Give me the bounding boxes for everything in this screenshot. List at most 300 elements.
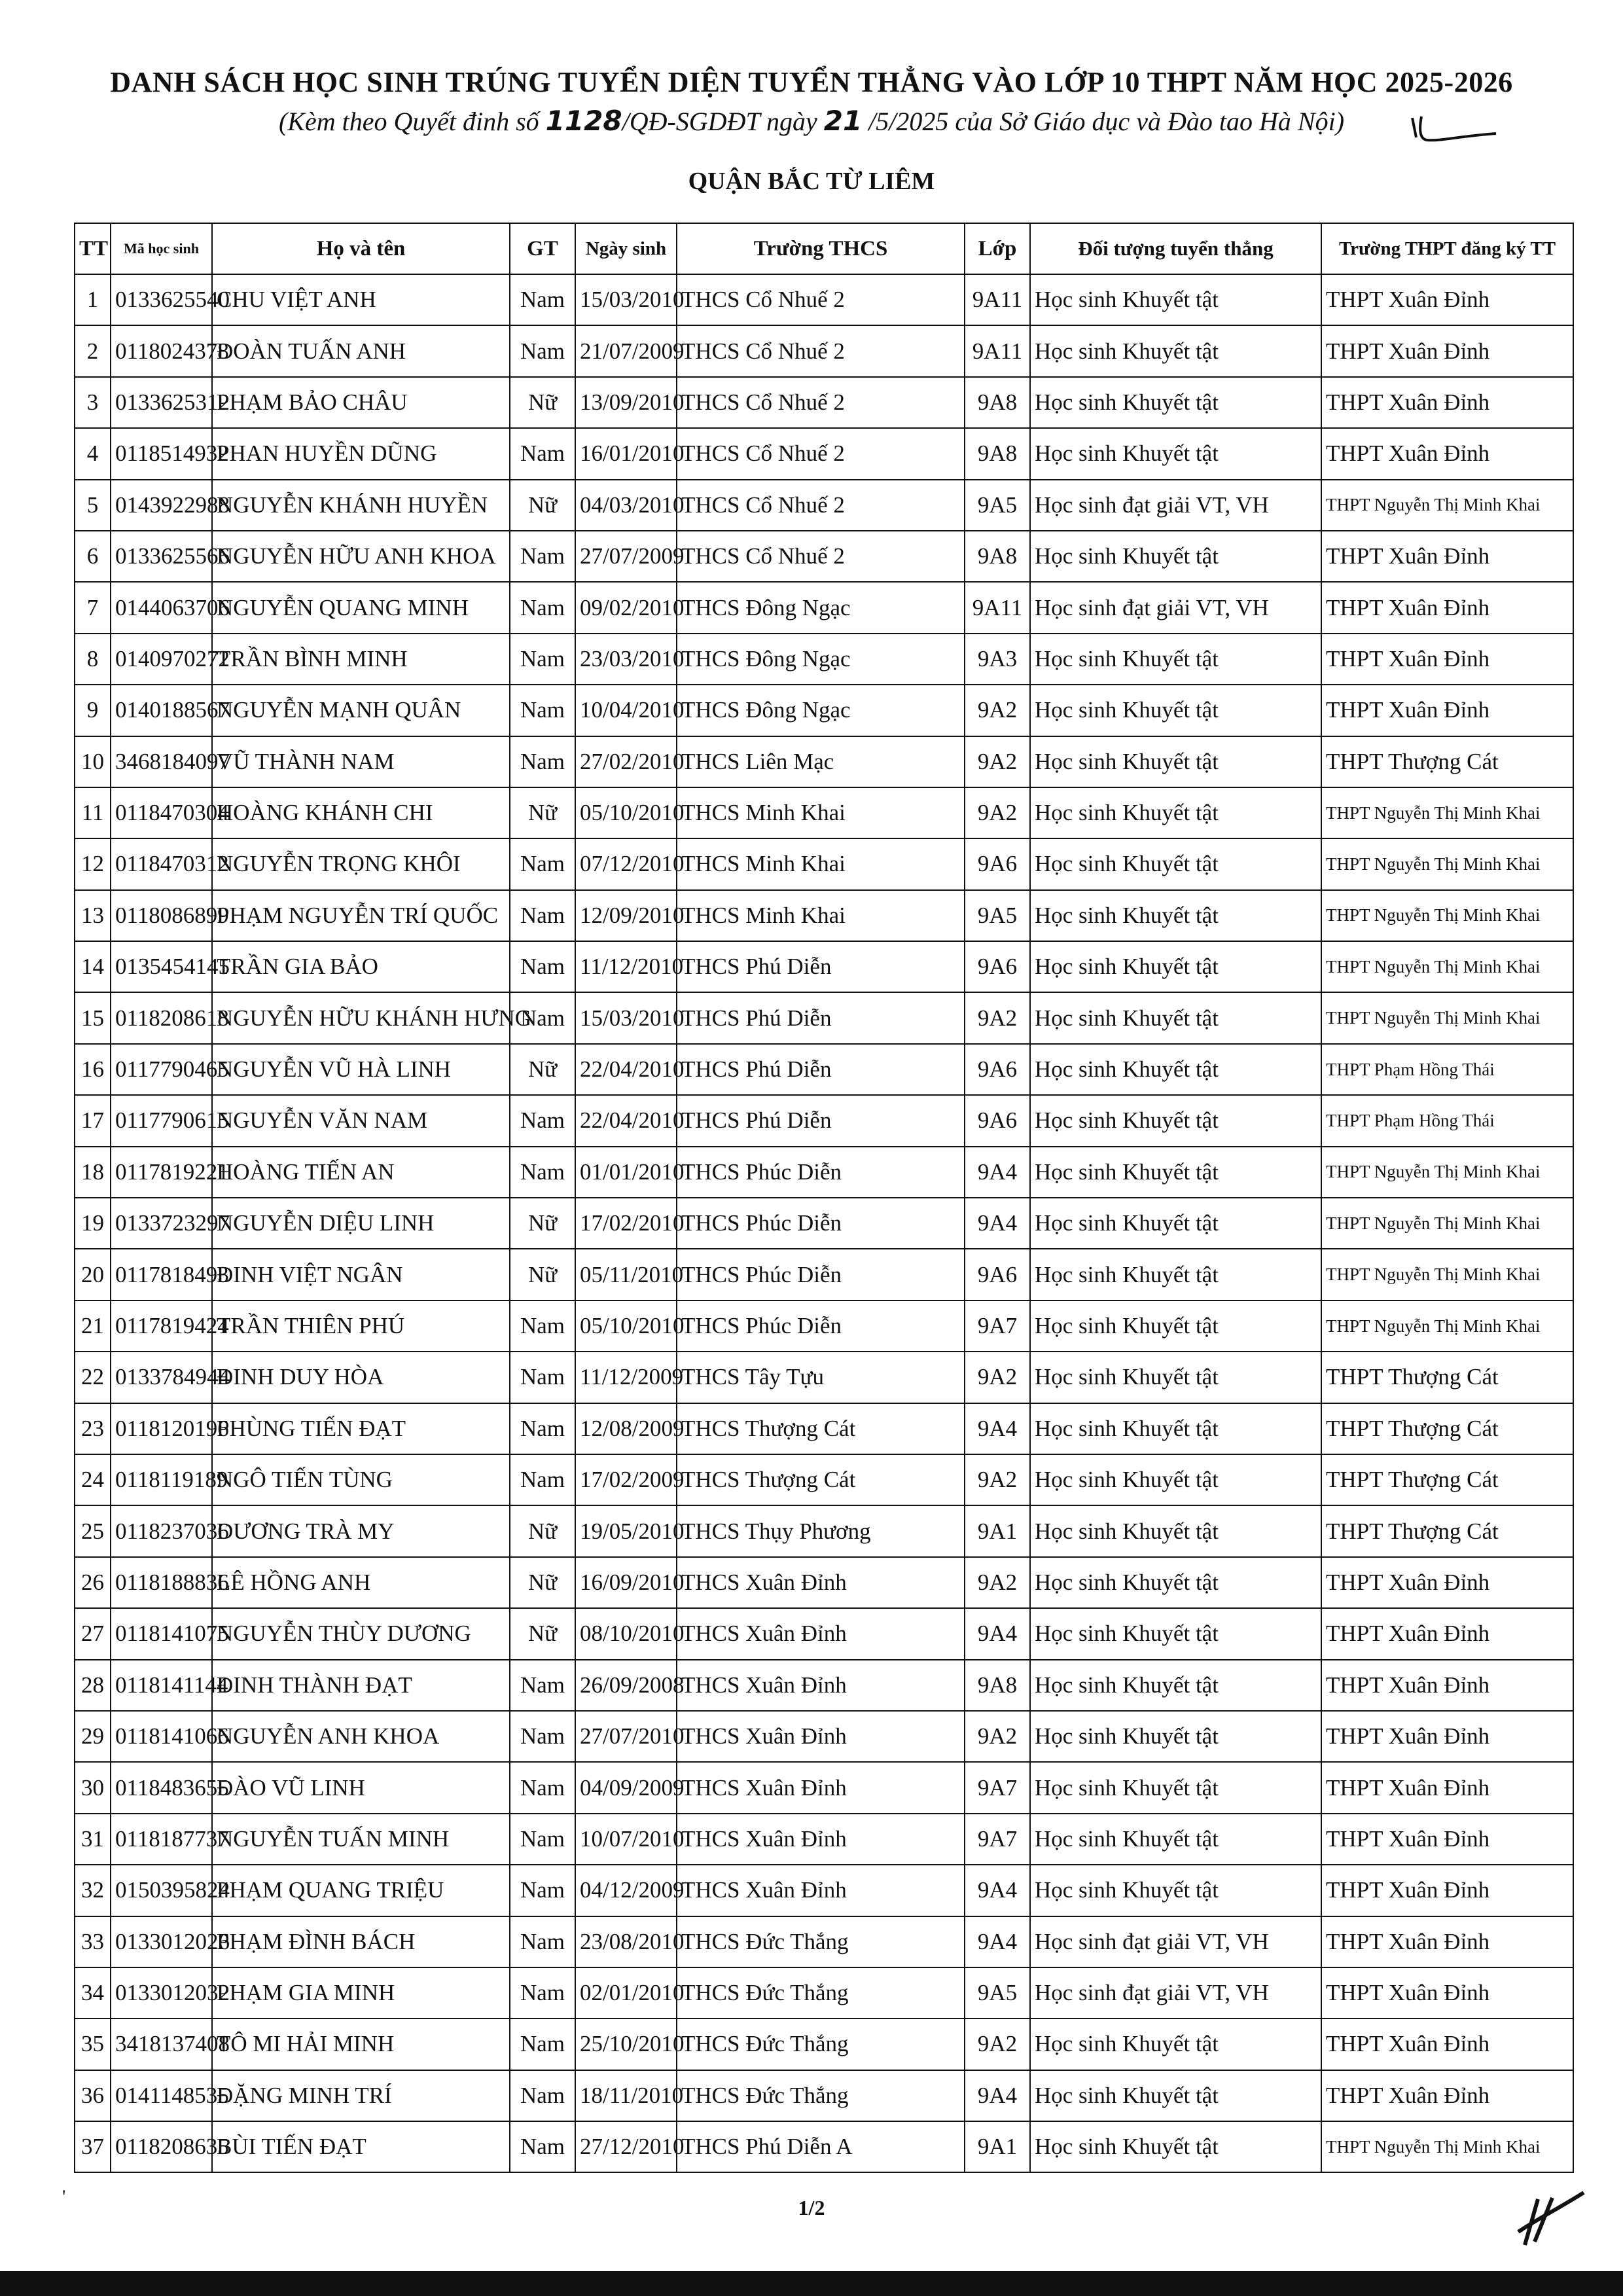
cell-row-number: 8: [75, 634, 111, 685]
document-title: DANH SÁCH HỌC SINH TRÚNG TUYỂN DIỆN TUYỂN THẲNG VÀO LỚP 10 THPT NĂM HỌC 2025-2026: [110, 66, 1513, 98]
cell-row-number: 33: [75, 1916, 111, 1967]
cell-student-code: 0118086899: [111, 890, 212, 941]
cell-gender: Nam: [510, 1660, 575, 1711]
cell-row-number: 21: [75, 1300, 111, 1352]
cell-student-code: 0143922988: [111, 480, 212, 531]
cell-class: 9A2: [965, 736, 1030, 787]
table-row: [75, 1505, 1573, 1556]
cell-row-number: 2: [75, 325, 111, 376]
cell-row-number: 36: [75, 2070, 111, 2121]
cell-gender: Nam: [510, 1300, 575, 1352]
table-row: [75, 1557, 1573, 1608]
cell-class: 9A2: [965, 685, 1030, 736]
cell-registered-high-school: THPT Xuân Đỉnh: [1321, 274, 1573, 325]
decision-number: 1128: [545, 105, 622, 137]
table-row: [75, 1711, 1573, 1762]
cell-class: 9A11: [965, 274, 1030, 325]
cell-admission-category: Học sinh Khuyết tật: [1030, 1711, 1321, 1762]
col-header-tt: TT: [75, 223, 111, 274]
subtitle-prefix: (Kèm theo Quyết đinh số: [278, 107, 546, 136]
cell-date-of-birth: 17/02/2010: [575, 1198, 677, 1249]
cell-admission-category: Học sinh Khuyết tật: [1030, 736, 1321, 787]
cell-admission-category: Học sinh Khuyết tật: [1030, 1814, 1321, 1865]
cell-student-code: 3418137408: [111, 2018, 212, 2070]
table-row: [75, 1147, 1573, 1198]
cell-class: 9A1: [965, 2121, 1030, 2172]
decision-day: 21: [823, 105, 863, 137]
cell-student-name: NGUYỄN DIỆU LINH: [212, 1198, 510, 1249]
cell-student-code: 0133625566: [111, 531, 212, 582]
table-row: [75, 634, 1573, 685]
cell-class: 9A6: [965, 838, 1030, 889]
cell-student-code: 0133012026: [111, 1916, 212, 1967]
cell-gender: Nữ: [510, 1505, 575, 1556]
cell-registered-high-school: THPT Xuân Đỉnh: [1321, 428, 1573, 479]
cell-class: 9A8: [965, 428, 1030, 479]
cell-student-code: 0140188567: [111, 685, 212, 736]
cell-date-of-birth: 22/04/2010: [575, 1095, 677, 1146]
cell-student-name: BÙI TIẾN ĐẠT: [212, 2121, 510, 2172]
cell-student-name: NGUYỄN TUẤN MINH: [212, 1814, 510, 1865]
cell-gender: Nữ: [510, 1608, 575, 1659]
initial-signature-mark: [1407, 111, 1499, 151]
cell-registered-high-school: THPT Xuân Đỉnh: [1321, 1762, 1573, 1813]
table-row: [75, 890, 1573, 941]
cell-student-code: 0144063706: [111, 582, 212, 633]
cell-student-name: ĐOÀN TUẤN ANH: [212, 325, 510, 376]
cell-row-number: 25: [75, 1505, 111, 1556]
cell-student-name: ĐINH VIỆT NGÂN: [212, 1249, 510, 1300]
table-row: [75, 274, 1573, 325]
cell-registered-high-school: THPT Xuân Đỉnh: [1321, 685, 1573, 736]
cell-gender: Nam: [510, 325, 575, 376]
handwritten-signature: [1512, 2186, 1590, 2251]
cell-date-of-birth: 05/10/2010: [575, 1300, 677, 1352]
cell-row-number: 3: [75, 377, 111, 428]
cell-secondary-school: THCS Xuân Đỉnh: [677, 1557, 965, 1608]
cell-admission-category: Học sinh Khuyết tật: [1030, 1300, 1321, 1352]
cell-admission-category: Học sinh Khuyết tật: [1030, 2070, 1321, 2121]
cell-gender: Nam: [510, 1916, 575, 1967]
table-row: [75, 787, 1573, 838]
table-row: [75, 992, 1573, 1043]
cell-secondary-school: THCS Phú Diễn: [677, 1044, 965, 1095]
cell-gender: Nam: [510, 941, 575, 992]
cell-row-number: 10: [75, 736, 111, 787]
student-table: [74, 223, 1574, 2173]
cell-date-of-birth: 15/03/2010: [575, 992, 677, 1043]
cell-student-code: 0118141144: [111, 1660, 212, 1711]
table-row: [75, 377, 1573, 428]
cell-student-code: 0117819221: [111, 1147, 212, 1198]
cell-admission-category: Học sinh Khuyết tật: [1030, 1249, 1321, 1300]
cell-student-name: VŨ THÀNH NAM: [212, 736, 510, 787]
cell-gender: Nam: [510, 2018, 575, 2070]
cell-student-name: TÔ MI HẢI MINH: [212, 2018, 510, 2070]
cell-class: 9A6: [965, 941, 1030, 992]
cell-admission-category: Học sinh Khuyết tật: [1030, 941, 1321, 992]
cell-admission-category: Học sinh Khuyết tật: [1030, 685, 1321, 736]
cell-student-name: DƯƠNG TRÀ MY: [212, 1505, 510, 1556]
cell-registered-high-school: THPT Thượng Cát: [1321, 736, 1573, 787]
table-row: [75, 1249, 1573, 1300]
cell-student-code: 0118141066: [111, 1711, 212, 1762]
subtitle-middle: /QĐ-SGDĐT ngày: [622, 107, 824, 136]
cell-gender: Nam: [510, 1711, 575, 1762]
cell-class: 9A4: [965, 1147, 1030, 1198]
cell-admission-category: Học sinh Khuyết tật: [1030, 1660, 1321, 1711]
table-row: [75, 1608, 1573, 1659]
cell-date-of-birth: 19/05/2010: [575, 1505, 677, 1556]
cell-student-name: NGUYỄN VĂN NAM: [212, 1095, 510, 1146]
cell-gender: Nữ: [510, 377, 575, 428]
col-header-school: Trường THCS: [677, 223, 965, 274]
cell-admission-category: Học sinh Khuyết tật: [1030, 1044, 1321, 1095]
cell-class: 9A11: [965, 582, 1030, 633]
table-row: [75, 428, 1573, 479]
table-row: [75, 1660, 1573, 1711]
cell-class: 9A7: [965, 1762, 1030, 1813]
cell-registered-high-school: THPT Thượng Cát: [1321, 1403, 1573, 1454]
table-row: [75, 480, 1573, 531]
cell-student-code: 0118237036: [111, 1505, 212, 1556]
cell-gender: Nam: [510, 1762, 575, 1813]
cell-registered-high-school: THPT Xuân Đỉnh: [1321, 1711, 1573, 1762]
cell-class: 9A5: [965, 890, 1030, 941]
cell-row-number: 27: [75, 1608, 111, 1659]
cell-row-number: 24: [75, 1454, 111, 1505]
cell-student-code: 0118208618: [111, 992, 212, 1043]
cell-registered-high-school: THPT Xuân Đỉnh: [1321, 1814, 1573, 1865]
cell-student-name: ĐÀO VŨ LINH: [212, 1762, 510, 1813]
cell-gender: Nam: [510, 634, 575, 685]
table-row: [75, 2070, 1573, 2121]
cell-student-code: 0133012032: [111, 1967, 212, 2018]
cell-admission-category: Học sinh Khuyết tật: [1030, 1352, 1321, 1403]
cell-row-number: 4: [75, 428, 111, 479]
table-row: [75, 2018, 1573, 2070]
cell-gender: Nam: [510, 274, 575, 325]
cell-secondary-school: THCS Cổ Nhuế 2: [677, 377, 965, 428]
cell-student-name: TRẦN GIA BẢO: [212, 941, 510, 992]
cell-row-number: 20: [75, 1249, 111, 1300]
cell-date-of-birth: 12/08/2009: [575, 1403, 677, 1454]
corner-tick-mark: ': [62, 2186, 66, 2208]
cell-secondary-school: THCS Xuân Đỉnh: [677, 1711, 965, 1762]
cell-row-number: 16: [75, 1044, 111, 1095]
cell-date-of-birth: 23/08/2010: [575, 1916, 677, 1967]
cell-registered-high-school: THPT Thượng Cát: [1321, 1352, 1573, 1403]
table-row: [75, 582, 1573, 633]
cell-class: 9A4: [965, 1916, 1030, 1967]
cell-admission-category: Học sinh Khuyết tật: [1030, 1198, 1321, 1249]
col-header-target: Đối tượng tuyển thẳng: [1030, 223, 1321, 274]
cell-admission-category: Học sinh Khuyết tật: [1030, 787, 1321, 838]
cell-student-code: 0118141075: [111, 1608, 212, 1659]
cell-class: 9A6: [965, 1249, 1030, 1300]
cell-registered-high-school: THPT Thượng Cát: [1321, 1454, 1573, 1505]
cell-row-number: 37: [75, 2121, 111, 2172]
table-row: [75, 1454, 1573, 1505]
cell-student-name: LÊ HỒNG ANH: [212, 1557, 510, 1608]
cell-registered-high-school: THPT Nguyễn Thị Minh Khai: [1321, 1249, 1573, 1300]
cell-date-of-birth: 11/12/2009: [575, 1352, 677, 1403]
cell-student-name: ĐINH THÀNH ĐẠT: [212, 1660, 510, 1711]
cell-student-name: NGUYỄN VŨ HÀ LINH: [212, 1044, 510, 1095]
cell-registered-high-school: THPT Xuân Đỉnh: [1321, 1865, 1573, 1916]
cell-registered-high-school: THPT Nguyễn Thị Minh Khai: [1321, 838, 1573, 889]
cell-secondary-school: THCS Phúc Diễn: [677, 1198, 965, 1249]
cell-secondary-school: THCS Minh Khai: [677, 838, 965, 889]
cell-registered-high-school: THPT Nguyễn Thị Minh Khai: [1321, 2121, 1573, 2172]
cell-row-number: 19: [75, 1198, 111, 1249]
cell-date-of-birth: 04/03/2010: [575, 480, 677, 531]
cell-class: 9A2: [965, 1557, 1030, 1608]
cell-student-name: NGUYỄN ANH KHOA: [212, 1711, 510, 1762]
cell-registered-high-school: THPT Xuân Đỉnh: [1321, 2070, 1573, 2121]
cell-date-of-birth: 27/07/2009: [575, 531, 677, 582]
cell-student-code: 0118187737: [111, 1814, 212, 1865]
cell-secondary-school: THCS Thụy Phương: [677, 1505, 965, 1556]
cell-registered-high-school: THPT Xuân Đỉnh: [1321, 1967, 1573, 2018]
cell-student-name: TRẦN THIÊN PHÚ: [212, 1300, 510, 1352]
cell-student-name: NGUYỄN QUANG MINH: [212, 582, 510, 633]
cell-class: 9A4: [965, 1608, 1030, 1659]
cell-secondary-school: THCS Phú Diễn A: [677, 2121, 965, 2172]
cell-registered-high-school: THPT Xuân Đỉnh: [1321, 2018, 1573, 2070]
cell-row-number: 23: [75, 1403, 111, 1454]
table-row: [75, 1865, 1573, 1916]
table-body: [75, 274, 1573, 2172]
cell-gender: Nam: [510, 1352, 575, 1403]
cell-date-of-birth: 09/02/2010: [575, 582, 677, 633]
district-heading: QUẬN BẮC TỪ LIÊM: [688, 168, 935, 195]
cell-secondary-school: THCS Cổ Nhuế 2: [677, 325, 965, 376]
cell-registered-high-school: THPT Nguyễn Thị Minh Khai: [1321, 1198, 1573, 1249]
cell-admission-category: Học sinh Khuyết tật: [1030, 1147, 1321, 1198]
cell-date-of-birth: 15/03/2010: [575, 274, 677, 325]
cell-row-number: 30: [75, 1762, 111, 1813]
cell-gender: Nam: [510, 736, 575, 787]
table-row: [75, 1095, 1573, 1146]
cell-row-number: 14: [75, 941, 111, 992]
cell-gender: Nam: [510, 838, 575, 889]
cell-admission-category: Học sinh Khuyết tật: [1030, 2018, 1321, 2070]
cell-student-code: 0118514932: [111, 428, 212, 479]
cell-class: 9A8: [965, 531, 1030, 582]
cell-gender: Nam: [510, 1454, 575, 1505]
cell-class: 9A4: [965, 2070, 1030, 2121]
cell-secondary-school: THCS Minh Khai: [677, 787, 965, 838]
cell-student-code: 0117818493: [111, 1249, 212, 1300]
cell-registered-high-school: THPT Nguyễn Thị Minh Khai: [1321, 787, 1573, 838]
cell-student-name: NGÔ TIẾN TÙNG: [212, 1454, 510, 1505]
page-number: 1/2: [798, 2196, 825, 2219]
cell-class: 9A2: [965, 2018, 1030, 2070]
cell-row-number: 31: [75, 1814, 111, 1865]
cell-secondary-school: THCS Cổ Nhuế 2: [677, 274, 965, 325]
cell-gender: Nam: [510, 1967, 575, 2018]
cell-registered-high-school: THPT Nguyễn Thị Minh Khai: [1321, 941, 1573, 992]
cell-registered-high-school: THPT Thượng Cát: [1321, 1505, 1573, 1556]
subtitle-suffix: /5/2025 của Sở Giáo dục và Đào tao Hà Nội): [862, 107, 1345, 136]
cell-student-code: 0141148535: [111, 2070, 212, 2121]
cell-secondary-school: THCS Đức Thắng: [677, 2070, 965, 2121]
cell-admission-category: Học sinh Khuyết tật: [1030, 1557, 1321, 1608]
cell-secondary-school: THCS Phú Diễn: [677, 941, 965, 992]
col-header-code: Mã học sinh: [111, 223, 212, 274]
cell-secondary-school: THCS Thượng Cát: [677, 1403, 965, 1454]
cell-gender: Nam: [510, 1095, 575, 1146]
cell-date-of-birth: 18/11/2010: [575, 2070, 677, 2121]
cell-gender: Nam: [510, 992, 575, 1043]
cell-secondary-school: THCS Phú Diễn: [677, 1095, 965, 1146]
cell-admission-category: Học sinh Khuyết tật: [1030, 531, 1321, 582]
cell-student-code: 0118120196: [111, 1403, 212, 1454]
cell-row-number: 34: [75, 1967, 111, 2018]
cell-admission-category: Học sinh Khuyết tật: [1030, 838, 1321, 889]
col-header-class: Lớp: [965, 223, 1030, 274]
cell-student-code: 0133784944: [111, 1352, 212, 1403]
cell-student-code: 0140970272: [111, 634, 212, 685]
cell-row-number: 9: [75, 685, 111, 736]
cell-admission-category: Học sinh Khuyết tật: [1030, 1095, 1321, 1146]
cell-student-name: NGUYỄN HỮU KHÁNH HƯNG: [212, 992, 510, 1043]
cell-admission-category: Học sinh đạt giải VT, VH: [1030, 1967, 1321, 2018]
cell-date-of-birth: 27/07/2010: [575, 1711, 677, 1762]
cell-gender: Nữ: [510, 1044, 575, 1095]
table-row: [75, 685, 1573, 736]
cell-student-name: PHẠM QUANG TRIỆU: [212, 1865, 510, 1916]
cell-gender: Nam: [510, 685, 575, 736]
cell-row-number: 1: [75, 274, 111, 325]
cell-gender: Nữ: [510, 1198, 575, 1249]
cell-student-code: 0118470304: [111, 787, 212, 838]
table-row: [75, 1198, 1573, 1249]
cell-class: 9A8: [965, 377, 1030, 428]
cell-student-code: 0133723297: [111, 1198, 212, 1249]
cell-registered-high-school: THPT Xuân Đỉnh: [1321, 1916, 1573, 1967]
cell-date-of-birth: 17/02/2009: [575, 1454, 677, 1505]
cell-student-name: PHẠM GIA MINH: [212, 1967, 510, 2018]
cell-registered-high-school: THPT Xuân Đỉnh: [1321, 531, 1573, 582]
cell-admission-category: Học sinh Khuyết tật: [1030, 325, 1321, 376]
cell-secondary-school: THCS Đức Thắng: [677, 1916, 965, 1967]
cell-row-number: 6: [75, 531, 111, 582]
cell-secondary-school: THCS Đức Thắng: [677, 2018, 965, 2070]
cell-student-name: NGUYỄN HỮU ANH KHOA: [212, 531, 510, 582]
cell-class: 9A3: [965, 634, 1030, 685]
cell-admission-category: Học sinh đạt giải VT, VH: [1030, 480, 1321, 531]
cell-student-code: 0118119189: [111, 1454, 212, 1505]
cell-gender: Nam: [510, 2070, 575, 2121]
cell-student-code: 0150395824: [111, 1865, 212, 1916]
table-row: [75, 1403, 1573, 1454]
cell-student-name: NGUYỄN MẠNH QUÂN: [212, 685, 510, 736]
cell-registered-high-school: THPT Xuân Đỉnh: [1321, 1608, 1573, 1659]
cell-date-of-birth: 12/09/2010: [575, 890, 677, 941]
cell-row-number: 22: [75, 1352, 111, 1403]
cell-registered-high-school: THPT Xuân Đỉnh: [1321, 634, 1573, 685]
cell-student-name: PHẠM ĐÌNH BÁCH: [212, 1916, 510, 1967]
col-header-name: Họ và tên: [212, 223, 510, 274]
cell-date-of-birth: 08/10/2010: [575, 1608, 677, 1659]
cell-secondary-school: THCS Đông Ngạc: [677, 685, 965, 736]
cell-secondary-school: THCS Cổ Nhuế 2: [677, 480, 965, 531]
cell-admission-category: Học sinh Khuyết tật: [1030, 890, 1321, 941]
cell-date-of-birth: 05/10/2010: [575, 787, 677, 838]
cell-admission-category: Học sinh Khuyết tật: [1030, 274, 1321, 325]
cell-registered-high-school: THPT Xuân Đỉnh: [1321, 582, 1573, 633]
cell-student-name: NGUYỄN TRỌNG KHÔI: [212, 838, 510, 889]
cell-class: 9A2: [965, 992, 1030, 1043]
cell-date-of-birth: 07/12/2010: [575, 838, 677, 889]
cell-secondary-school: THCS Xuân Đỉnh: [677, 1608, 965, 1659]
cell-student-name: PHAN HUYỀN DŨNG: [212, 428, 510, 479]
table-row: [75, 1352, 1573, 1403]
cell-admission-category: Học sinh đạt giải VT, VH: [1030, 1916, 1321, 1967]
table-row: [75, 325, 1573, 376]
cell-admission-category: Học sinh Khuyết tật: [1030, 1454, 1321, 1505]
cell-class: 9A4: [965, 1198, 1030, 1249]
cell-student-code: 0133625540: [111, 274, 212, 325]
cell-row-number: 18: [75, 1147, 111, 1198]
cell-student-code: 0133625312: [111, 377, 212, 428]
cell-admission-category: Học sinh Khuyết tật: [1030, 1865, 1321, 1916]
cell-gender: Nam: [510, 428, 575, 479]
cell-secondary-school: THCS Phúc Diễn: [677, 1147, 965, 1198]
cell-admission-category: Học sinh Khuyết tật: [1030, 1505, 1321, 1556]
table-row: [75, 941, 1573, 992]
cell-class: 9A6: [965, 1044, 1030, 1095]
cell-row-number: 29: [75, 1711, 111, 1762]
cell-secondary-school: THCS Xuân Đỉnh: [677, 1814, 965, 1865]
cell-class: 9A2: [965, 1454, 1030, 1505]
cell-row-number: 11: [75, 787, 111, 838]
cell-class: 9A2: [965, 1352, 1030, 1403]
document-subtitle: [0, 105, 1623, 137]
cell-gender: Nữ: [510, 1249, 575, 1300]
cell-registered-high-school: THPT Xuân Đỉnh: [1321, 325, 1573, 376]
cell-registered-high-school: THPT Phạm Hồng Thái: [1321, 1095, 1573, 1146]
cell-student-code: 0117790615: [111, 1095, 212, 1146]
cell-secondary-school: THCS Phú Diễn: [677, 992, 965, 1043]
cell-row-number: 32: [75, 1865, 111, 1916]
cell-class: 9A4: [965, 1403, 1030, 1454]
cell-class: 9A6: [965, 1095, 1030, 1146]
cell-admission-category: Học sinh Khuyết tật: [1030, 2121, 1321, 2172]
cell-date-of-birth: 16/01/2010: [575, 428, 677, 479]
cell-gender: Nữ: [510, 480, 575, 531]
cell-secondary-school: THCS Cổ Nhuế 2: [677, 531, 965, 582]
cell-row-number: 26: [75, 1557, 111, 1608]
cell-student-name: ĐINH DUY HÒA: [212, 1352, 510, 1403]
cell-registered-high-school: THPT Nguyễn Thị Minh Khai: [1321, 480, 1573, 531]
cell-secondary-school: THCS Xuân Đỉnh: [677, 1865, 965, 1916]
cell-class: 9A5: [965, 1967, 1030, 2018]
cell-date-of-birth: 25/10/2010: [575, 2018, 677, 2070]
table-row: [75, 2121, 1573, 2172]
col-header-thpt: Trường THPT đăng ký TT: [1321, 223, 1573, 274]
cell-date-of-birth: 01/01/2010: [575, 1147, 677, 1198]
cell-row-number: 17: [75, 1095, 111, 1146]
cell-class: 9A5: [965, 480, 1030, 531]
cell-class: 9A4: [965, 1865, 1030, 1916]
cell-date-of-birth: 22/04/2010: [575, 1044, 677, 1095]
cell-secondary-school: THCS Minh Khai: [677, 890, 965, 941]
table-row: [75, 1967, 1573, 2018]
cell-student-code: 0118470312: [111, 838, 212, 889]
